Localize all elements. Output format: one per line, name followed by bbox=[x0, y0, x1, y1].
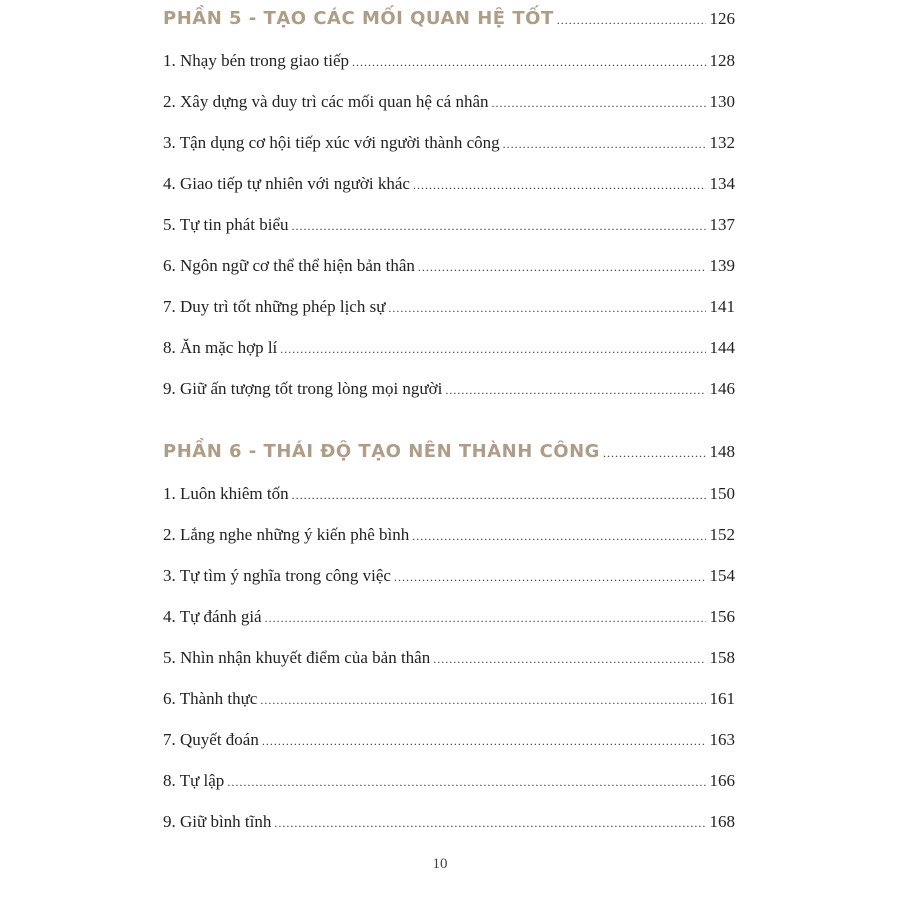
toc-entry[interactable] bbox=[163, 565, 735, 588]
entry-page: 141 bbox=[709, 297, 735, 316]
dot-leader bbox=[557, 9, 706, 31]
entry-page: 152 bbox=[709, 525, 735, 544]
entry-page: 139 bbox=[709, 256, 735, 275]
dot-leader bbox=[280, 338, 705, 360]
section-heading-6[interactable] bbox=[163, 441, 735, 464]
entry-label: 7. Duy trì tốt những phép lịch sự bbox=[163, 297, 386, 316]
dot-leader bbox=[445, 379, 705, 401]
dot-leader bbox=[492, 92, 706, 114]
dot-leader bbox=[292, 215, 706, 237]
entry-page: 158 bbox=[709, 648, 735, 667]
dot-leader bbox=[262, 730, 706, 752]
toc-entry[interactable] bbox=[163, 214, 735, 237]
toc-entry[interactable] bbox=[163, 296, 735, 319]
dot-leader bbox=[394, 566, 706, 588]
dot-leader bbox=[603, 442, 706, 464]
entry-label: 7. Quyết đoán bbox=[163, 730, 259, 749]
entry-page: 146 bbox=[709, 379, 735, 398]
entry-page: 132 bbox=[709, 133, 735, 152]
section-heading-5[interactable] bbox=[163, 8, 735, 31]
toc-entry[interactable] bbox=[163, 378, 735, 401]
entry-label: 8. Tự lập bbox=[163, 771, 225, 790]
dot-leader bbox=[412, 525, 705, 547]
entry-label: 4. Tự đánh giá bbox=[163, 607, 262, 626]
section-title: PHẦN 5 - TẠO CÁC MỐI QUAN HỆ TỐT bbox=[163, 8, 554, 29]
toc-entry[interactable] bbox=[163, 524, 735, 547]
dot-leader bbox=[388, 297, 705, 319]
toc-entry[interactable] bbox=[163, 606, 735, 629]
entry-label: 3. Tự tìm ý nghĩa trong công việc bbox=[163, 566, 391, 585]
entry-label: 4. Giao tiếp tự nhiên với người khác bbox=[163, 174, 410, 193]
toc-entry[interactable] bbox=[163, 688, 735, 711]
section-title: PHẦN 6 - THÁI ĐỘ TẠO NÊN THÀNH CÔNG bbox=[163, 441, 600, 462]
entry-label: 9. Giữ bình tĩnh bbox=[163, 812, 272, 831]
toc-entry[interactable] bbox=[163, 50, 735, 73]
dot-leader bbox=[413, 174, 706, 196]
section-page: 126 bbox=[709, 9, 735, 28]
dot-leader bbox=[292, 484, 706, 506]
dot-leader bbox=[227, 771, 705, 793]
entry-label: 1. Nhạy bén trong giao tiếp bbox=[163, 51, 350, 70]
entry-label: 6. Ngôn ngữ cơ thể thể hiện bản thân bbox=[163, 256, 415, 275]
dot-leader bbox=[260, 689, 705, 711]
toc-entry[interactable] bbox=[163, 483, 735, 506]
entry-label: 9. Giữ ấn tượng tốt trong lòng mọi người bbox=[163, 379, 443, 398]
entry-page: 144 bbox=[709, 338, 735, 357]
entry-page: 156 bbox=[709, 607, 735, 626]
dot-leader bbox=[274, 812, 705, 834]
entry-page: 154 bbox=[709, 566, 735, 585]
section-page: 148 bbox=[709, 442, 735, 461]
entry-label: 8. Ăn mặc hợp lí bbox=[163, 338, 278, 357]
toc-entry[interactable] bbox=[163, 729, 735, 752]
entry-page: 163 bbox=[709, 730, 735, 749]
dot-leader bbox=[418, 256, 706, 278]
page-number: 10 bbox=[432, 856, 448, 872]
entry-page: 150 bbox=[709, 484, 735, 503]
entry-page: 134 bbox=[709, 174, 735, 193]
dot-leader bbox=[265, 607, 706, 629]
entry-label: 6. Thành thực bbox=[163, 689, 258, 708]
entry-label: 3. Tận dụng cơ hội tiếp xúc với người thành công bbox=[163, 133, 500, 152]
entry-label: 1. Luôn khiêm tốn bbox=[163, 484, 289, 503]
dot-leader bbox=[433, 648, 705, 670]
entry-page: 137 bbox=[709, 215, 735, 234]
dot-leader bbox=[352, 51, 705, 73]
dot-leader bbox=[503, 133, 706, 155]
entry-label: 2. Xây dựng và duy trì các mối quan hệ cá nhân bbox=[163, 92, 489, 111]
entry-page: 168 bbox=[709, 812, 735, 831]
entry-page: 130 bbox=[709, 92, 735, 111]
entry-page: 128 bbox=[709, 51, 735, 70]
toc-entry[interactable] bbox=[163, 811, 735, 834]
entry-label: 5. Tự tin phát biểu bbox=[163, 215, 289, 234]
toc-entry[interactable] bbox=[163, 173, 735, 196]
toc-entry[interactable] bbox=[163, 770, 735, 793]
toc-entry[interactable] bbox=[163, 337, 735, 360]
toc-entry[interactable] bbox=[163, 132, 735, 155]
entry-page: 166 bbox=[709, 771, 735, 790]
entry-label: 2. Lắng nghe những ý kiến phê bình bbox=[163, 525, 410, 544]
toc-entry[interactable] bbox=[163, 647, 735, 670]
toc-entry[interactable] bbox=[163, 91, 735, 114]
toc-entry[interactable] bbox=[163, 255, 735, 278]
entry-label: 5. Nhìn nhận khuyết điểm của bản thân bbox=[163, 648, 431, 667]
entry-page: 161 bbox=[709, 689, 735, 708]
